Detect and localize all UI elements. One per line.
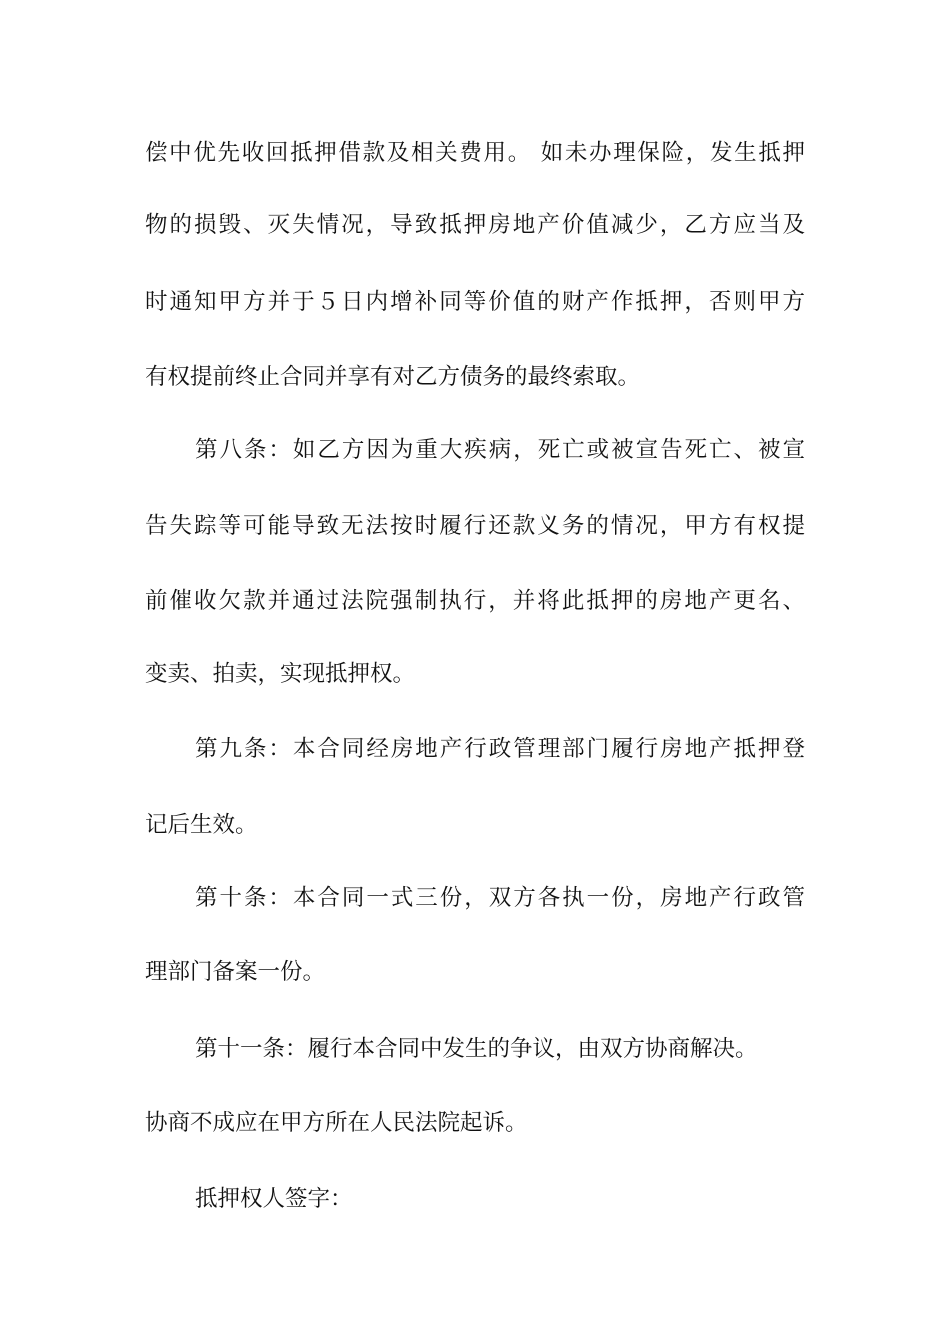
- text-line: 变卖、拍卖，实现抵押权。: [145, 661, 416, 687]
- article-9-heading-line: 第九条：本合同经房地产行政管理部门履行房地产抵押登: [195, 736, 805, 762]
- text-line: 时通知甲方并于５日内增补同等价值的财产作抵押，否则甲方: [145, 289, 805, 315]
- text-line: 协商不成应在甲方所在人民法院起诉。: [145, 1110, 528, 1136]
- text-line: 物的损毁、灭失情况，导致抵押房地产价值减少，乙方应当及: [145, 212, 805, 238]
- text-line: 告失踪等可能导致无法按时履行还款义务的情况，甲方有权提: [145, 513, 805, 539]
- text-line: 理部门备案一份。: [145, 959, 326, 985]
- text-line: 前催收欠款并通过法院强制执行，并将此抵押的房地产更名、: [145, 588, 805, 614]
- article-11-heading-line: 第十一条：履行本合同中发生的争议，由双方协商解决。: [195, 1036, 758, 1062]
- text-line: 偿中优先收回抵押借款及相关费用。 如未办理保险，发生抵押: [145, 140, 805, 166]
- article-8-heading-line: 第八条：如乙方因为重大疾病，死亡或被宣告死亡、被宣: [195, 437, 805, 463]
- text-line: 记后生效。: [145, 812, 258, 838]
- text-line: 有权提前终止合同并享有对乙方债务的最终索取。: [145, 364, 641, 390]
- article-10-heading-line: 第十条：本合同一式三份，双方各执一份，房地产行政管: [195, 885, 805, 911]
- mortgagee-signature-label: 抵押权人签字：: [195, 1186, 353, 1212]
